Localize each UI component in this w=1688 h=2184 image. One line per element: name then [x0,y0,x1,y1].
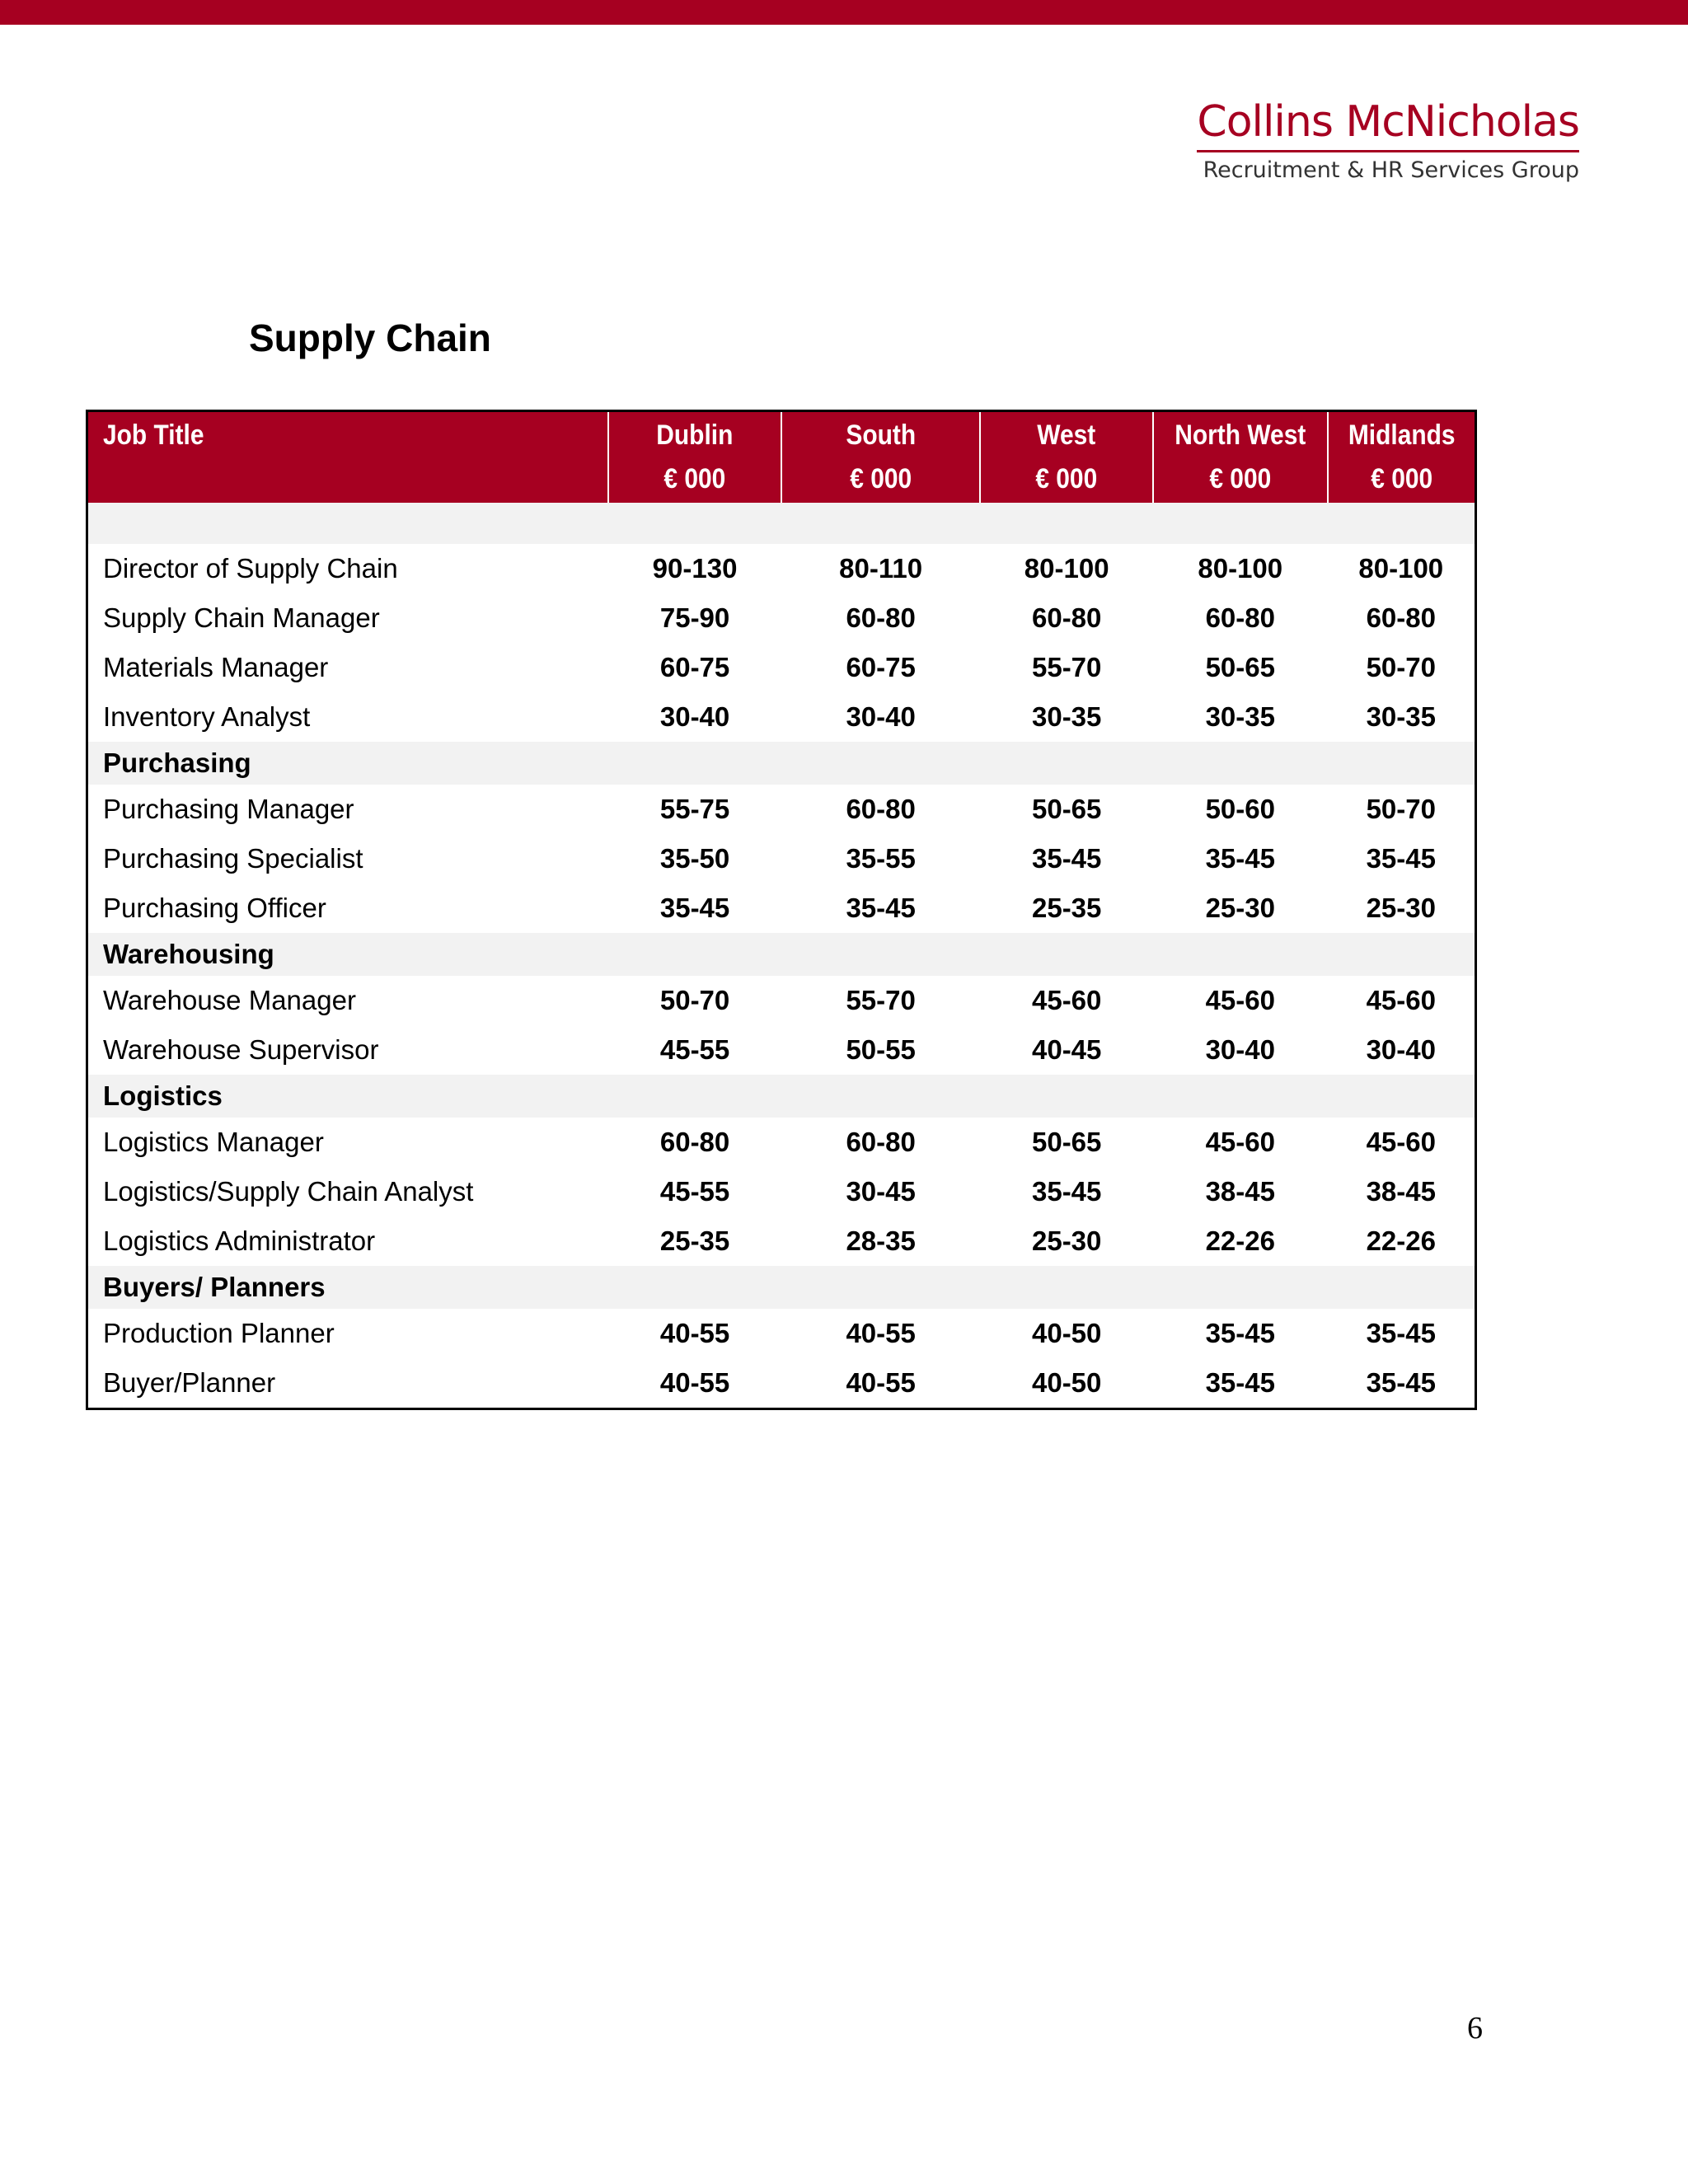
salary-range-cell: 50-70 [659,985,730,1015]
table-row [87,1358,1476,1409]
salary-range-cell: 45-55 [659,1176,730,1207]
salary-range-cell: 60-80 [846,794,916,824]
job-title-cell: Purchasing Specialist [103,843,363,874]
salary-range-cell: 35-45 [1205,843,1275,874]
header-unit: € 000 [850,463,912,494]
table-row [87,544,1476,593]
salary-range-cell: 40-50 [1031,1318,1102,1348]
group-heading: Warehousing [87,933,1476,976]
salary-range-cell: 60-75 [846,652,916,682]
table-row [87,1025,1476,1075]
header-west [980,411,1153,504]
salary-range-cell: 35-45 [1205,1318,1275,1348]
table-row [87,883,1476,933]
job-title-cell: Purchasing Officer [103,893,326,923]
company-logo [1197,97,1579,184]
table-row [87,1118,1476,1167]
salary-range-cell: 60-80 [1205,602,1275,633]
salary-range-cell: 55-75 [659,794,730,824]
salary-range-cell: 45-55 [659,1034,730,1065]
table-group-row [87,1075,1476,1118]
salary-range-cell: 30-40 [1366,1034,1436,1065]
salary-range-cell: 22-26 [1205,1226,1275,1256]
table-row [87,834,1476,883]
salary-range-cell: 50-70 [1366,652,1436,682]
header-unit: € 000 [1209,463,1272,494]
salary-range-cell: 45-60 [1205,1127,1275,1157]
salary-range-cell: 40-55 [659,1318,730,1348]
salary-table [86,410,1477,1410]
salary-range-cell: 50-65 [1031,794,1102,824]
salary-range-cell: 30-40 [659,701,730,732]
salary-range-cell: 30-45 [846,1176,916,1207]
salary-range-cell: 40-45 [1031,1034,1102,1065]
job-title-cell: Purchasing Manager [103,794,354,824]
header-unit: € 000 [1370,463,1432,494]
job-title-cell: Warehouse Supervisor [103,1034,379,1065]
logo-tagline: Recruitment & HR Services Group [1203,157,1579,183]
salary-range-cell: 30-35 [1031,701,1102,732]
salary-range-cell: 45-60 [1031,985,1102,1015]
salary-range-cell: 35-55 [846,843,916,874]
salary-range-cell: 25-30 [1205,893,1275,923]
spacer-cell [87,503,1476,544]
header-label: Midlands [1348,419,1456,451]
salary-range-cell: 35-45 [1366,1318,1436,1348]
salary-range-cell: 60-80 [846,1127,916,1157]
salary-range-cell: 50-65 [1205,652,1275,682]
salary-range-cell: 50-55 [846,1034,916,1065]
job-title-cell: Supply Chain Manager [103,602,380,633]
table-row [87,692,1476,742]
table-group-row [87,1266,1476,1309]
salary-range-cell: 55-70 [1031,652,1102,682]
header-south [781,411,981,504]
salary-range-cell: 75-90 [659,602,730,633]
salary-range-cell: 40-55 [846,1318,916,1348]
salary-range-cell: 40-55 [659,1367,730,1398]
job-title-cell: Inventory Analyst [103,701,311,732]
job-title-cell: Warehouse Manager [103,985,356,1015]
header-label: South [846,419,917,451]
header-midlands [1328,411,1476,504]
job-title-cell: Director of Supply Chain [103,553,398,583]
group-heading: Purchasing [87,742,1476,785]
group-heading: Buyers/ Planners [87,1266,1476,1309]
table-group-row [87,933,1476,976]
table-row [87,1216,1476,1266]
salary-range-cell: 35-45 [846,893,916,923]
job-title-cell: Materials Manager [103,652,329,682]
table-row [87,785,1476,834]
header-label: North West [1175,419,1306,451]
salary-range-cell: 60-80 [1366,602,1436,633]
salary-range-cell: 45-60 [1205,985,1275,1015]
salary-range-cell: 25-35 [659,1226,730,1256]
salary-range-cell: 80-100 [1024,553,1109,583]
header-label: Dublin [656,419,734,451]
salary-range-cell: 35-45 [659,893,730,923]
salary-range-cell: 60-80 [659,1127,730,1157]
table-row [87,643,1476,692]
salary-range-cell: 25-30 [1031,1226,1102,1256]
top-accent-bar [0,0,1688,25]
header-unit: € 000 [663,463,726,494]
salary-range-cell: 38-45 [1205,1176,1275,1207]
table-spacer-row [87,503,1476,544]
salary-range-cell: 45-60 [1366,985,1436,1015]
header-job-title [87,411,609,504]
salary-range-cell: 25-30 [1366,893,1436,923]
logo-name: Collins McNicholas [1197,97,1579,147]
salary-range-cell: 35-45 [1031,843,1102,874]
header-label: West [1037,419,1096,451]
salary-range-cell: 30-40 [846,701,916,732]
salary-range-cell: 25-35 [1031,893,1102,923]
salary-range-cell: 60-75 [659,652,730,682]
salary-range-cell: 60-80 [1031,602,1102,633]
salary-range-cell: 30-35 [1205,701,1275,732]
salary-range-cell: 50-65 [1031,1127,1102,1157]
salary-range-cell: 50-60 [1205,794,1275,824]
job-title-cell: Logistics/Supply Chain Analyst [103,1176,474,1207]
header-unit: € 000 [1035,463,1098,494]
header-north-west [1153,411,1328,504]
job-title-cell: Buyer/Planner [103,1367,276,1398]
salary-range-cell: 30-35 [1366,701,1436,732]
table-row [87,1309,1476,1358]
page-number: 6 [1467,2011,1483,2046]
salary-range-cell: 35-50 [659,843,730,874]
salary-range-cell: 80-100 [1198,553,1283,583]
salary-range-cell: 90-130 [652,553,738,583]
job-title-cell: Production Planner [103,1318,335,1348]
job-title-cell: Logistics Administrator [103,1226,376,1256]
salary-range-cell: 40-55 [846,1367,916,1398]
salary-range-cell: 50-70 [1366,794,1436,824]
group-heading: Logistics [87,1075,1476,1118]
salary-range-cell: 22-26 [1366,1226,1436,1256]
salary-range-cell: 35-45 [1205,1367,1275,1398]
header-label: Job Title [103,419,204,451]
salary-range-cell: 38-45 [1366,1176,1436,1207]
salary-range-cell: 60-80 [846,602,916,633]
section-title: Supply Chain [249,316,491,359]
salary-range-cell: 40-50 [1031,1367,1102,1398]
table-header-row [87,411,1476,504]
salary-range-cell: 80-110 [839,553,923,583]
header-dublin [608,411,781,504]
table-row [87,593,1476,643]
table-row [87,976,1476,1025]
salary-range-cell: 55-70 [846,985,916,1015]
job-title-cell: Logistics Manager [103,1127,324,1157]
logo-underline [1197,150,1579,152]
table-group-row [87,742,1476,785]
salary-range-cell: 35-45 [1366,843,1436,874]
salary-range-cell: 35-45 [1366,1367,1436,1398]
salary-range-cell: 30-40 [1205,1034,1275,1065]
salary-range-cell: 45-60 [1366,1127,1436,1157]
salary-range-cell: 28-35 [846,1226,916,1256]
salary-range-cell: 80-100 [1358,553,1444,583]
salary-range-cell: 35-45 [1031,1176,1102,1207]
table-body [87,503,1476,1409]
table-row [87,1167,1476,1216]
